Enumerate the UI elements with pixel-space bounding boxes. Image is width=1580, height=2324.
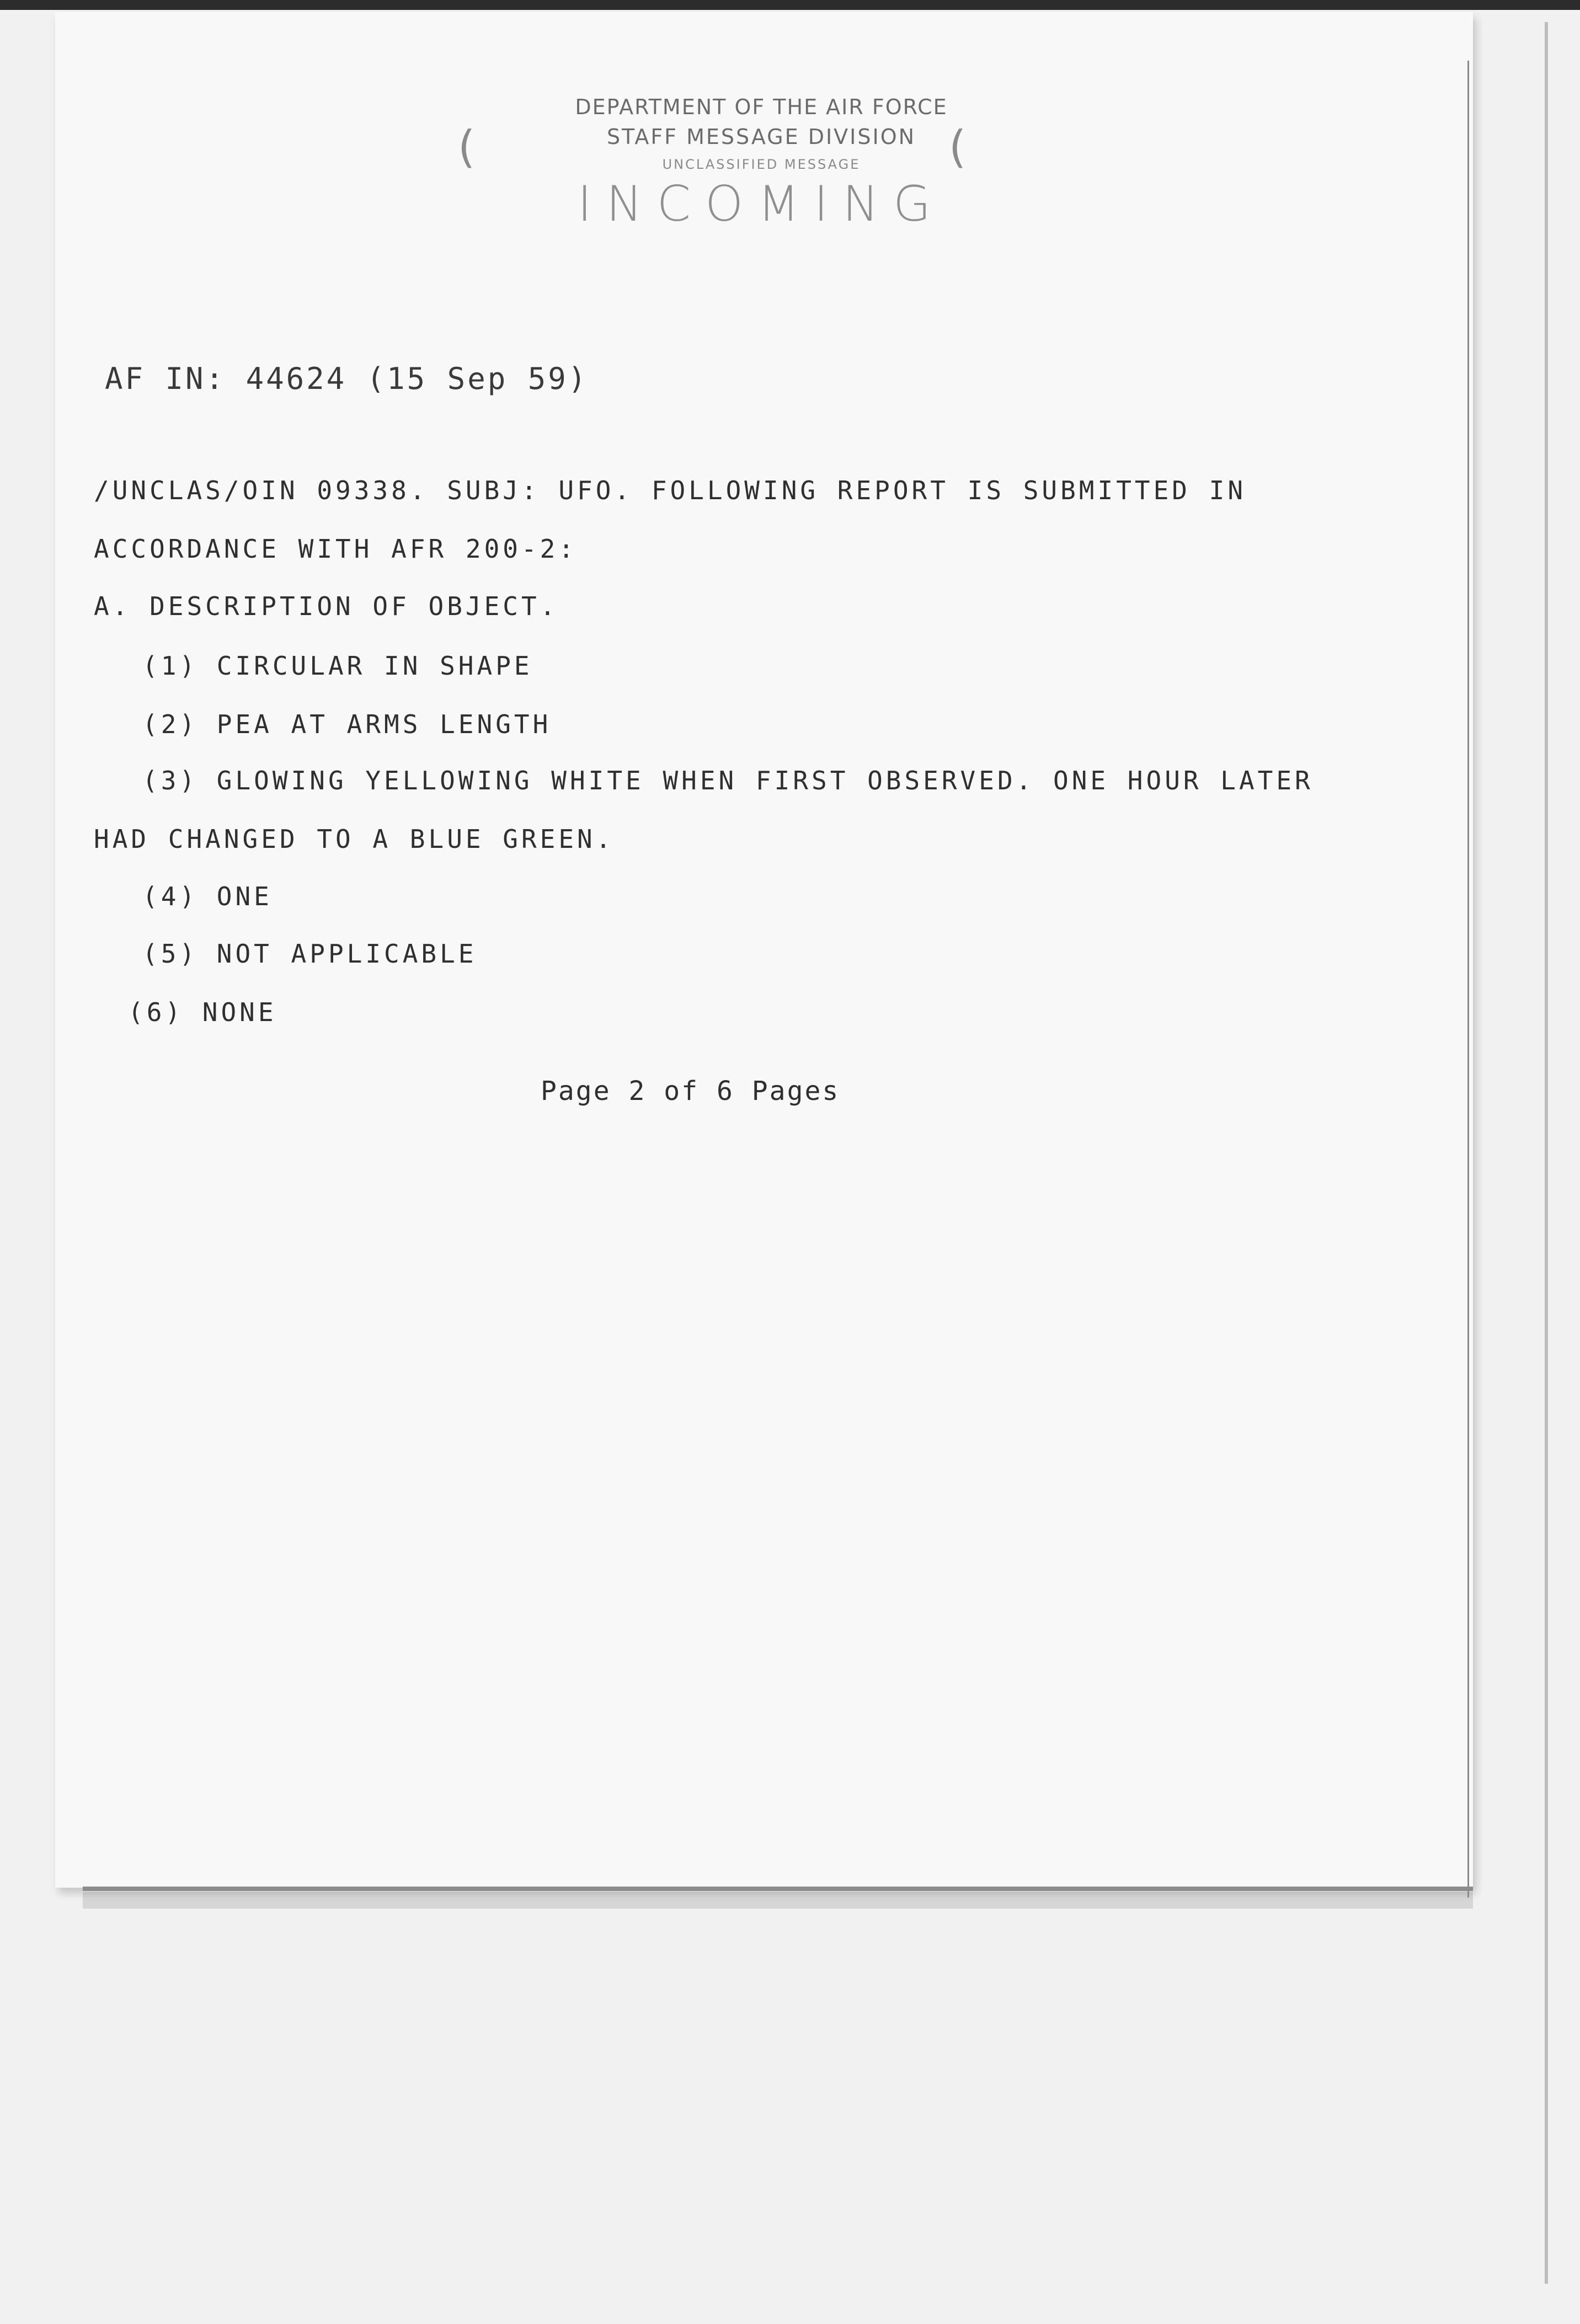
message-line-5: (2) PEA AT ARMS LENGTH [142,709,552,739]
header-bracket-left: ( [458,121,476,173]
message-line-8: (4) ONE [142,881,273,911]
header-classification: UNCLASSIFIED MESSAGE [662,157,861,172]
header-direction: INCOMING [577,175,946,232]
header-bracket-right: ( [949,121,967,173]
message-line-7: HAD CHANGED TO A BLUE GREEN. [94,824,615,854]
header-department: DEPARTMENT OF THE AIR FORCE [575,95,948,119]
message-line-9: (5) NOT APPLICABLE [142,939,477,969]
message-line-1: /UNCLAS/OIN 09338. SUBJ: UFO. FOLLOWING REPORT IS SUBMITTED IN [94,476,1247,505]
page-number: Page 2 of 6 Pages [541,1076,840,1107]
page-right-border [1467,61,1469,1898]
message-line-3: A. DESCRIPTION OF OBJECT. [94,591,559,621]
message-line-4: (1) CIRCULAR IN SHAPE [142,651,533,681]
scan-top-edge [0,0,1580,10]
underlying-sheet-shadow [83,1892,1473,1909]
header-division: STAFF MESSAGE DIVISION [606,125,916,149]
scan-right-edge [1545,22,1548,2284]
message-line-2: ACCORDANCE WITH AFR 200-2: [94,534,578,564]
af-in-reference: AF IN: 44624 (15 Sep 59) [105,361,589,396]
message-line-6: (3) GLOWING YELLOWING WHITE WHEN FIRST OBSERVED. ONE HOUR LATER [142,766,1314,795]
page-bottom-border [83,1887,1473,1891]
message-line-10: (6) NONE [128,997,277,1027]
